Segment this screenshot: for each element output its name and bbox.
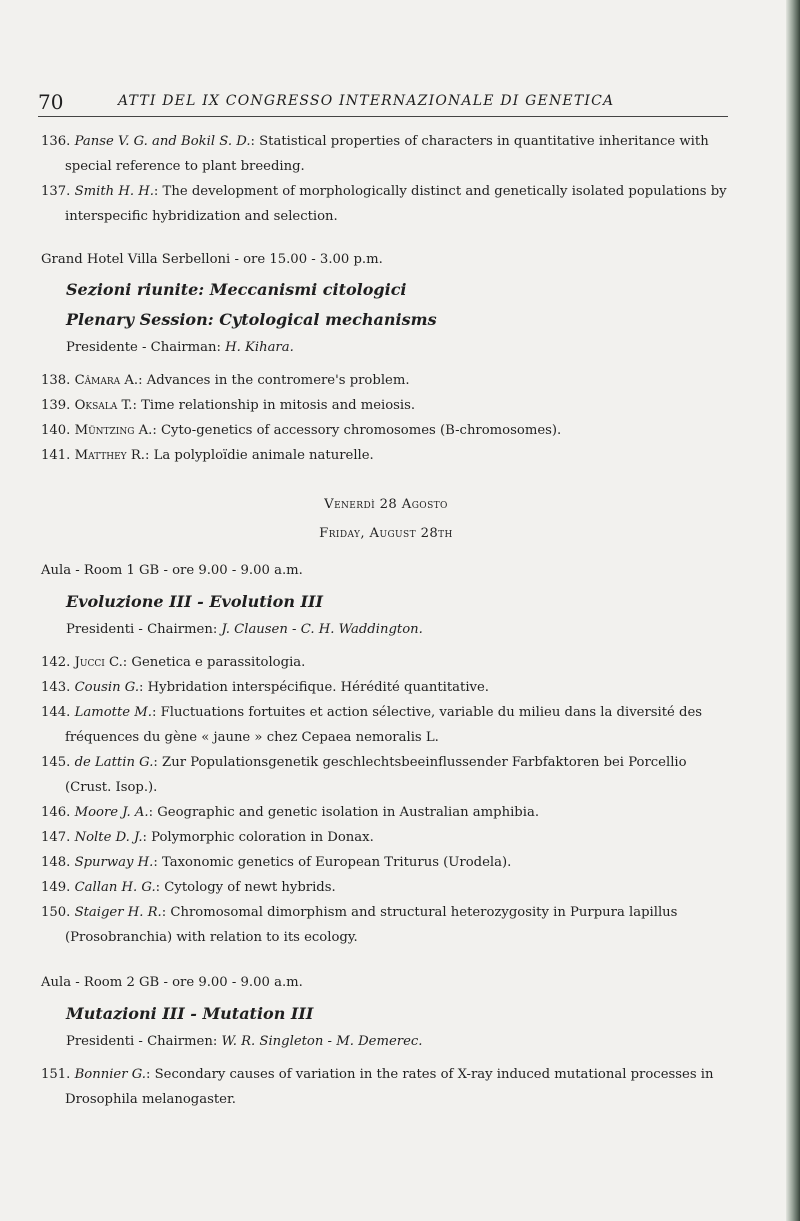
page-body [41, 129, 731, 1112]
entry-151: 151. Bonnier G.: Secondary causes of variation in the rates of X-ray induced mutational processes in Drosophila melanogaster. [41, 1067, 714, 1107]
session2-entries [41, 650, 731, 950]
entry-148: 148. Spurway H.: Taxonomic genetics of European Triturus (Urodela). [41, 855, 512, 870]
running-title: ATTI DEL IX CONGRESSO INTERNAZIONALE DI GENETICA [118, 93, 615, 109]
session-chair: Presidenti - Chairmen: J. Clausen - C. H. Waddington. [66, 622, 423, 637]
entry-137: 137. Smith H. H.: The development of morphologically distinct and genetically isolated populations by interspecific hybridization and selection. [41, 184, 727, 224]
venue-line: Aula - Room 2 GB - ore 9.00 - 9.00 a.m. [41, 975, 303, 990]
day-heading-italian: Venerdì 28 Agosto [324, 497, 448, 512]
entry-144: 144. Lamotte M.: Fluctuations fortuites et action sélective, variable du milieu dans la diversité des fréquences du gène « jaune » chez Cepaea nemoralis L. [41, 705, 703, 745]
session-chair: Presidente - Chairman: H. Kihara. [66, 340, 294, 355]
day-heading-english: Friday, August 28th [319, 526, 453, 541]
session-title: Evoluzione III - Evolution III [66, 592, 323, 611]
entry-141: 141. Matthey R.: La polyploïdie animale naturelle. [41, 448, 374, 463]
entry-145: 145. de Lattin G.: Zur Populationsgenetik geschlechtsbeeinflussender Farbfaktoren bei Porcellio (Crust. Isop.). [41, 755, 687, 795]
entry-150: 150. Staiger H. R.: Chromosomal dimorphism and structural heterozygosity in Purpura lapillus (Prosobranchia) with relation to its ecology. [41, 905, 678, 945]
venue-line: Grand Hotel Villa Serbelloni - ore 15.00 - 3.00 p.m. [41, 252, 383, 267]
page-header [38, 90, 730, 116]
page-binding-edge [786, 0, 800, 1221]
entry-147: 147. Nolte D. J.: Polymorphic coloration in Donax. [41, 830, 374, 845]
session-title-english: Plenary Session: Cytological mechanisms [66, 310, 437, 329]
entry-138: 138. Câmara A.: Advances in the contromere's problem. [41, 373, 410, 388]
entry-140: 140. Müntzing A.: Cyto-genetics of accessory chromosomes (B-chromosomes). [41, 423, 562, 438]
page-number: 70 [38, 90, 64, 114]
entry-136: 136. Panse V. G. and Bokil S. D.: Statistical properties of characters in quantitative inheritance with special reference to plant breeding. [41, 134, 709, 174]
entry-143: 143. Cousin G.: Hybridation interspécifique. Hérédité quantitative. [41, 680, 489, 695]
entry-142: 142. Jucci C.: Genetica e parassitologia. [41, 655, 306, 670]
session-title: Mutazioni III - Mutation III [66, 1004, 314, 1023]
venue-line: Aula - Room 1 GB - ore 9.00 - 9.00 a.m. [41, 563, 303, 578]
entry-139: 139. Oksala T.: Time relationship in mitosis and meiosis. [41, 398, 416, 413]
header-rule [38, 116, 728, 117]
session1-entries [41, 368, 731, 468]
session-chair: Presidenti - Chairmen: W. R. Singleton - M. Demerec. [66, 1034, 423, 1049]
session-title-italian: Sezioni riunite: Meccanismi citologici [66, 280, 407, 299]
entry-146: 146. Moore J. A.: Geographic and genetic isolation in Australian amphibia. [41, 805, 540, 820]
session3-entries [41, 1062, 731, 1112]
entry-149: 149. Callan H. G.: Cytology of newt hybrids. [41, 880, 336, 895]
